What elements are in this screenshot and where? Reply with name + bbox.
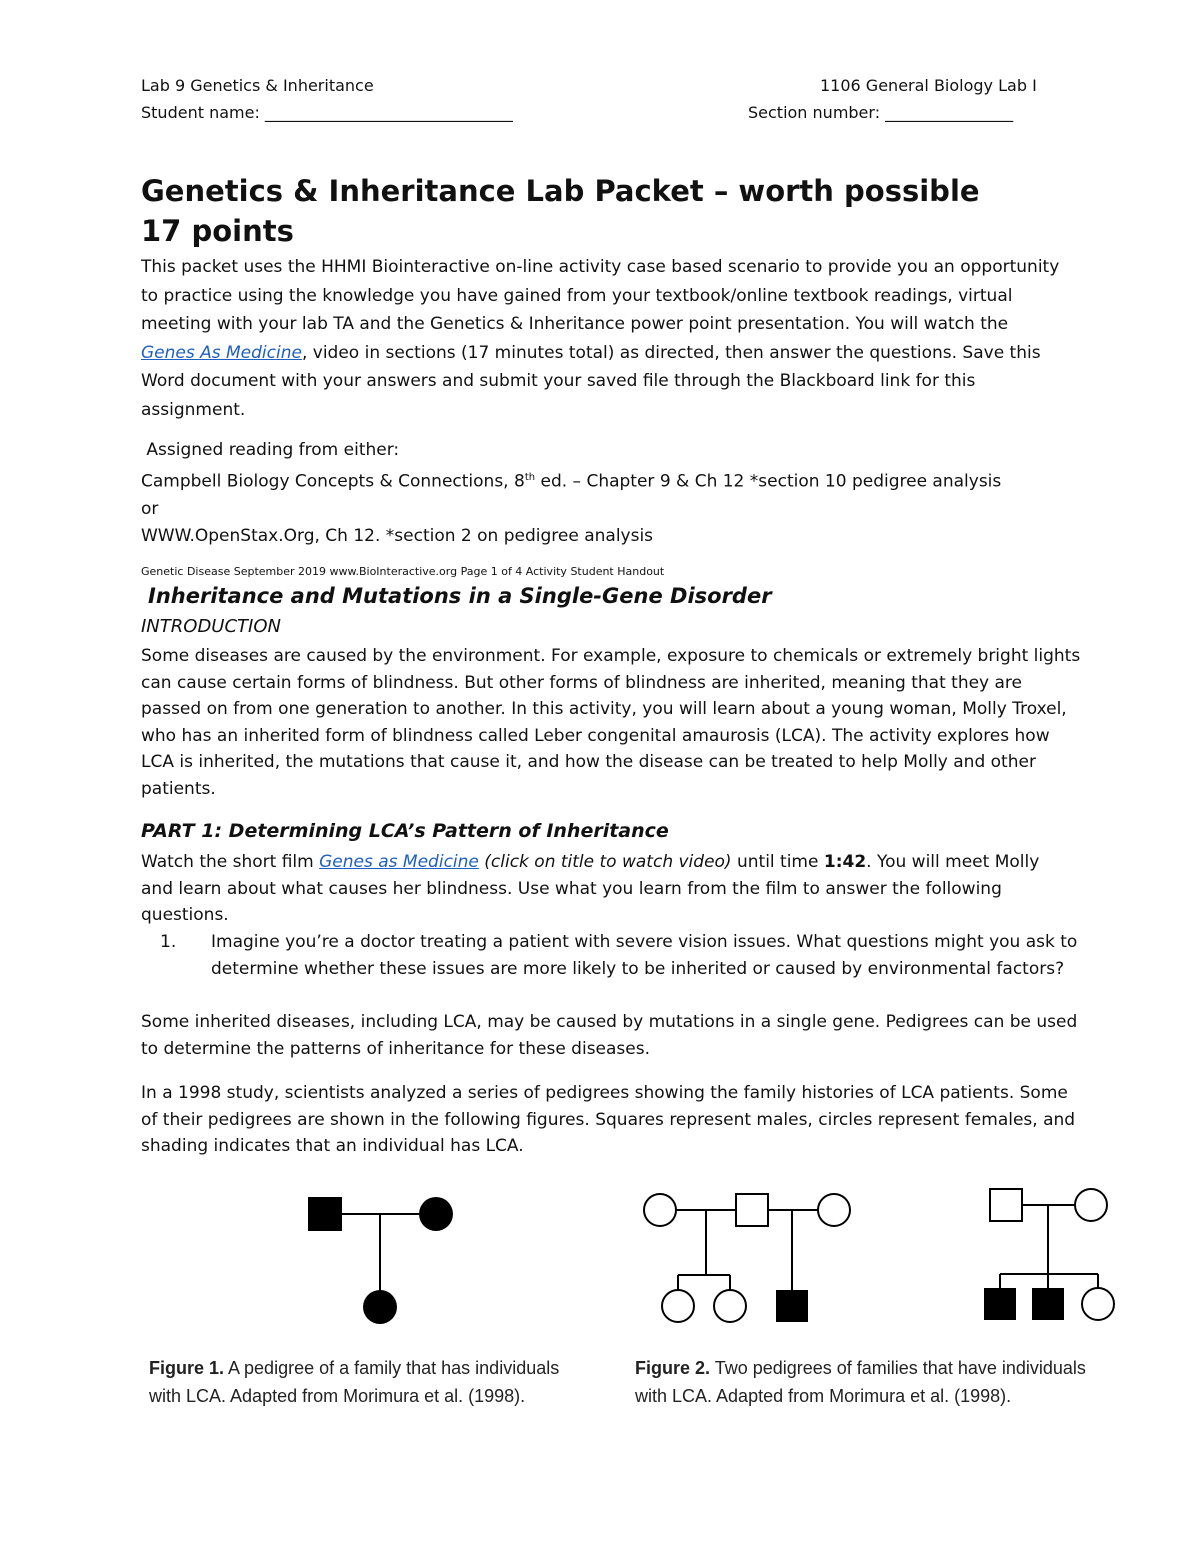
until-text: until time: [731, 852, 824, 872]
single-gene-paragraph: [141, 1009, 1101, 1062]
intro-paragraph: [141, 253, 1101, 424]
reading-campbell: Campbell Biology Concepts & Connections, 8: [141, 471, 525, 492]
figure-1-label: Figure 1.: [149, 1358, 225, 1378]
page-title-line2: 17 points: [141, 214, 294, 248]
affected-daughter: [363, 1290, 397, 1324]
reading-or: or: [141, 498, 159, 519]
body-line: Some inherited diseases, including LCA, may be caused by mutations in a single gene. Pedigrees can be used: [141, 1012, 1078, 1032]
caption-line: [149, 1354, 559, 1382]
intro-line: Word document with your answers and submit your saved file through the Blackboard link for this: [141, 371, 976, 391]
intro-line-rest: , video in sections (17 minutes total) as directed, then answer the questions. Save this: [301, 342, 1041, 363]
body-line: In a 1998 study, scientists analyzed a series of pedigrees showing the family histories of LCA patients. Some: [141, 1083, 1068, 1103]
intro-line: meeting with your lab TA and the Genetics & Inheritance power point presentation. You will watch the: [141, 314, 1009, 334]
affected-male: [308, 1197, 342, 1231]
reading-openstax: WWW.OpenStax.Org, Ch 12. *section 2 on pedigree analysis: [141, 525, 654, 546]
unaffected-female: [1075, 1189, 1107, 1221]
body-line: shading indicates that an individual has LCA.: [141, 1136, 524, 1156]
introduction-paragraph: [141, 643, 1101, 802]
genes-as-medicine-film-link[interactable]: Genes as Medicine: [319, 852, 479, 872]
source-line: Genetic Disease September 2019 www.BioInteractive.org Page 1 of 4 Activity Student Handout: [141, 565, 665, 578]
intro-body-line: patients.: [141, 778, 216, 799]
caption-text: Two pedigrees of families that have individuals: [710, 1358, 1086, 1378]
caption-line: [635, 1354, 1086, 1382]
intro-body-line: passed on from one generation to another. In this activity, you will learn about a young woman, Molly Troxel,: [141, 699, 1067, 719]
pedigree-figure-2a: [638, 1185, 858, 1330]
part1-line: questions.: [141, 905, 229, 925]
unaffected-daughter: [714, 1290, 746, 1322]
reading-heading: Assigned reading from either:: [141, 440, 400, 460]
reading-superscript: th: [524, 472, 536, 483]
unaffected-male: [736, 1194, 768, 1226]
intro-line: This packet uses the HHMI Biointeractive on-line activity case based scenario to provide you an opportunity: [141, 257, 1060, 277]
caption-text: A pedigree of a family that has individuals: [224, 1358, 560, 1378]
intro-body-line: can cause certain forms of blindness. But other forms of blindness are inherited, meaning that they are: [141, 672, 1023, 693]
part1-line: and learn about what causes her blindness. Use what you learn from the film to answer the following: [141, 878, 1002, 899]
meet-text: . You will meet Molly: [866, 852, 1040, 872]
part1-heading: PART 1: Determining LCA’s Pattern of Inheritance: [141, 820, 669, 842]
reading-line: [141, 464, 1101, 496]
figure-1-caption: [149, 1354, 559, 1410]
unaffected-daughter: [662, 1290, 694, 1322]
stop-time: 1:42: [823, 852, 867, 872]
intro-line: to practice using the knowledge you have gained from your textbook/online textbook readings, virtual: [141, 285, 1013, 306]
pedigree-figure-1: [300, 1185, 470, 1330]
watch-text: Watch the short film: [141, 852, 320, 872]
section-number-field[interactable]: Section number: ________________: [748, 103, 1014, 122]
question-line: [160, 929, 1120, 956]
intro-line: assignment.: [141, 399, 246, 420]
pedigree-figure-2b: [978, 1180, 1123, 1330]
unaffected-male: [990, 1189, 1022, 1221]
affected-son: [984, 1288, 1016, 1320]
intro-line: [141, 339, 1101, 368]
caption-line: with LCA. Adapted from Morimura et al. (1998).: [635, 1386, 1012, 1406]
part1-line: [141, 849, 1101, 876]
affected-female: [419, 1197, 453, 1231]
student-name-field[interactable]: Student name: _______________________________: [141, 103, 513, 122]
unaffected-female: [644, 1194, 676, 1226]
figure-2-caption: [635, 1354, 1086, 1410]
question-1: [160, 929, 1120, 982]
question-line: determine whether these issues are more likely to be inherited or caused by environmental factors?: [211, 958, 1065, 979]
intro-body-line: who has an inherited form of blindness called Leber congenital amaurosis (LCA). The activity explores how: [141, 725, 1050, 746]
reading-campbell-rest: ed. – Chapter 9 & Ch 12 *section 10 pedigree analysis: [535, 471, 1002, 492]
intro-body-line: Some diseases are caused by the environment. For example, exposure to chemicals or extremely bright lights: [141, 646, 1081, 666]
body-line: of their pedigrees are shown in the following figures. Squares represent males, circles represent females, and: [141, 1109, 1076, 1130]
affected-son: [1032, 1288, 1064, 1320]
activity-title: Inheritance and Mutations in a Single-Gene Disorder: [148, 584, 772, 608]
body-line: to determine the patterns of inheritance for these diseases.: [141, 1038, 651, 1059]
click-hint: (click on title to watch video): [478, 852, 732, 872]
genes-as-medicine-link[interactable]: Genes As Medicine: [141, 342, 302, 363]
question-number: 1.: [160, 932, 177, 952]
caption-line: with LCA. Adapted from Morimura et al. (1998).: [149, 1386, 526, 1406]
page-title-line1: Genetics & Inheritance Lab Packet – worth possible: [141, 174, 980, 208]
unaffected-daughter: [1082, 1288, 1114, 1320]
header-lab-title: Lab 9 Genetics & Inheritance: [141, 76, 374, 95]
header-course: 1106 General Biology Lab I: [820, 76, 1037, 95]
intro-body-line: LCA is inherited, the mutations that cause it, and how the disease can be treated to help Molly and other: [141, 752, 1036, 772]
unaffected-female: [818, 1194, 850, 1226]
question-text: Imagine you’re a doctor treating a patient with severe vision issues. What questions might you ask to: [211, 932, 1078, 952]
assigned-reading: [141, 437, 1101, 550]
affected-son: [776, 1290, 808, 1322]
figure-2-label: Figure 2.: [635, 1358, 711, 1378]
introduction-heading: INTRODUCTION: [141, 616, 281, 637]
part1-instructions: [141, 849, 1101, 929]
study-paragraph: [141, 1080, 1101, 1160]
